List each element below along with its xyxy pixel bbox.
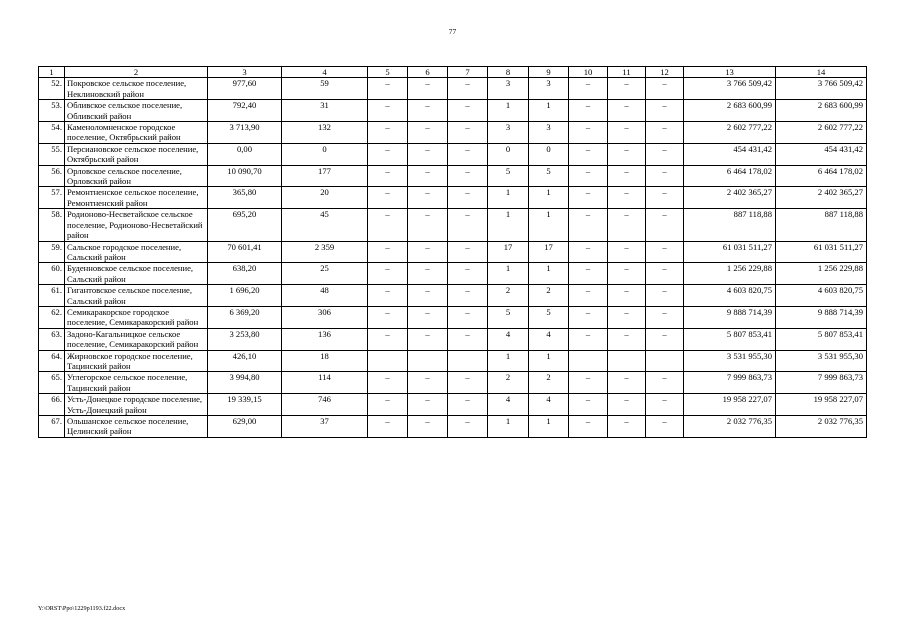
col4-cell: 45 — [282, 209, 368, 241]
col9-cell: 3 — [529, 122, 569, 144]
col14-cell: 7 999 863,73 — [776, 372, 867, 394]
col7-cell: – — [448, 241, 488, 263]
col5-cell: – — [368, 306, 408, 328]
settlement-name-cell: Ольшанское сельское поселение, Целинский район — [65, 416, 208, 438]
col14-cell: 4 603 820,75 — [776, 285, 867, 307]
row-number-cell: 64. — [39, 350, 65, 372]
col13-cell: 887 118,88 — [684, 209, 776, 241]
header-cell: 11 — [608, 67, 646, 78]
col4-cell: 136 — [282, 328, 368, 350]
col5-cell: – — [368, 416, 408, 438]
col4-cell: 746 — [282, 394, 368, 416]
col8-cell: 5 — [488, 306, 529, 328]
col4-cell: 114 — [282, 372, 368, 394]
col13-cell: 1 256 229,88 — [684, 263, 776, 285]
col3-cell: 70 601,41 — [208, 241, 282, 263]
col12-cell: – — [646, 328, 684, 350]
col14-cell: 6 464 178,02 — [776, 165, 867, 187]
col12-cell: – — [646, 306, 684, 328]
header-cell: 10 — [569, 67, 608, 78]
col9-cell: 1 — [529, 350, 569, 372]
col9-cell: 5 — [529, 306, 569, 328]
col11-cell: – — [608, 306, 646, 328]
col5-cell: – — [368, 372, 408, 394]
col8-cell: 1 — [488, 187, 529, 209]
col3-cell: 3 713,90 — [208, 122, 282, 144]
col7-cell: – — [448, 416, 488, 438]
row-number-cell: 59. — [39, 241, 65, 263]
col8-cell: 5 — [488, 165, 529, 187]
col11-cell: – — [608, 165, 646, 187]
col6-cell: – — [408, 122, 448, 144]
row-number-cell: 54. — [39, 122, 65, 144]
settlement-name-cell: Каменоломненское городское поселение, Октябрьский район — [65, 122, 208, 144]
col7-cell: – — [448, 328, 488, 350]
col3-cell: 19 339,15 — [208, 394, 282, 416]
col11-cell: – — [608, 209, 646, 241]
col14-cell: 19 958 227,07 — [776, 394, 867, 416]
col11-cell: – — [608, 100, 646, 122]
col5-cell: – — [368, 143, 408, 165]
table-row — [39, 165, 867, 187]
col14-cell: 2 683 600,99 — [776, 100, 867, 122]
col14-cell: 2 402 365,27 — [776, 187, 867, 209]
col10-cell — [569, 350, 608, 372]
footer-file-path: Y:\ORST\Ppo\1229p1193.f22.docx — [38, 605, 126, 612]
col11-cell: – — [608, 416, 646, 438]
col5-cell: – — [368, 263, 408, 285]
row-number-cell: 57. — [39, 187, 65, 209]
col9-cell: 17 — [529, 241, 569, 263]
col7-cell: – — [448, 143, 488, 165]
col6-cell: – — [408, 78, 448, 100]
col6-cell: – — [408, 100, 448, 122]
col12-cell — [646, 350, 684, 372]
col5-cell: – — [368, 241, 408, 263]
settlement-name-cell: Покровское сельское поселение, Неклиновский район — [65, 78, 208, 100]
col3-cell: 629,00 — [208, 416, 282, 438]
data-table — [38, 66, 867, 438]
col13-cell: 2 683 600,99 — [684, 100, 776, 122]
col8-cell: 1 — [488, 263, 529, 285]
col3-cell: 365,80 — [208, 187, 282, 209]
table-row — [39, 372, 867, 394]
col13-cell: 4 603 820,75 — [684, 285, 776, 307]
table-row — [39, 143, 867, 165]
row-number-cell: 58. — [39, 209, 65, 241]
col11-cell: – — [608, 394, 646, 416]
col11-cell: – — [608, 241, 646, 263]
col3-cell: 3 253,80 — [208, 328, 282, 350]
settlement-name-cell: Орловское сельское поселение, Орловский район — [65, 165, 208, 187]
col4-cell: 132 — [282, 122, 368, 144]
col5-cell: – — [368, 100, 408, 122]
col8-cell: 3 — [488, 78, 529, 100]
settlement-name-cell: Задоно-Кагальницкое сельское поселение, Семикаракорский район — [65, 328, 208, 350]
col5-cell: – — [368, 78, 408, 100]
col6-cell: – — [408, 372, 448, 394]
col7-cell — [448, 350, 488, 372]
col6-cell: – — [408, 143, 448, 165]
col14-cell: 5 807 853,41 — [776, 328, 867, 350]
col10-cell: – — [569, 263, 608, 285]
col13-cell: 5 807 853,41 — [684, 328, 776, 350]
col14-cell: 454 431,42 — [776, 143, 867, 165]
row-number-cell: 55. — [39, 143, 65, 165]
col7-cell: – — [448, 122, 488, 144]
col8-cell: 2 — [488, 285, 529, 307]
col14-cell: 2 602 777,22 — [776, 122, 867, 144]
col5-cell: – — [368, 209, 408, 241]
row-number-cell: 60. — [39, 263, 65, 285]
col12-cell: – — [646, 187, 684, 209]
col10-cell: – — [569, 306, 608, 328]
col5-cell: – — [368, 187, 408, 209]
col5-cell: – — [368, 394, 408, 416]
col3-cell: 3 994,80 — [208, 372, 282, 394]
col6-cell: – — [408, 328, 448, 350]
table-row — [39, 241, 867, 263]
col10-cell: – — [569, 416, 608, 438]
table-row — [39, 78, 867, 100]
col12-cell: – — [646, 394, 684, 416]
col11-cell — [608, 350, 646, 372]
row-number-cell: 63. — [39, 328, 65, 350]
settlement-name-cell: Обливское сельское поселение, Обливский район — [65, 100, 208, 122]
settlement-name-cell: Гигантовское сельское поселение, Сальский район — [65, 285, 208, 307]
col12-cell: – — [646, 122, 684, 144]
header-cell: 4 — [282, 67, 368, 78]
col6-cell: – — [408, 263, 448, 285]
col13-cell: 3 531 955,30 — [684, 350, 776, 372]
table-row — [39, 350, 867, 372]
header-cell: 2 — [65, 67, 208, 78]
col14-cell: 3 531 955,30 — [776, 350, 867, 372]
col3-cell: 638,20 — [208, 263, 282, 285]
table-row — [39, 122, 867, 144]
col4-cell: 18 — [282, 350, 368, 372]
col11-cell: – — [608, 285, 646, 307]
col7-cell: – — [448, 100, 488, 122]
row-number-cell: 66. — [39, 394, 65, 416]
col9-cell: 2 — [529, 372, 569, 394]
col9-cell: 1 — [529, 187, 569, 209]
col7-cell: – — [448, 187, 488, 209]
col14-cell: 887 118,88 — [776, 209, 867, 241]
col12-cell: – — [646, 416, 684, 438]
col10-cell: – — [569, 122, 608, 144]
col10-cell: – — [569, 285, 608, 307]
settlement-name-cell: Усть-Донецкое городское поселение, Усть-Донецкий район — [65, 394, 208, 416]
col14-cell: 61 031 511,27 — [776, 241, 867, 263]
col8-cell: 0 — [488, 143, 529, 165]
col14-cell: 9 888 714,39 — [776, 306, 867, 328]
table-row — [39, 328, 867, 350]
settlement-name-cell: Жирновское городское поселение, Тацинский район — [65, 350, 208, 372]
col8-cell: 1 — [488, 416, 529, 438]
table-row — [39, 187, 867, 209]
row-number-cell: 67. — [39, 416, 65, 438]
col7-cell: – — [448, 372, 488, 394]
col6-cell — [408, 350, 448, 372]
col10-cell: – — [569, 100, 608, 122]
table-row — [39, 306, 867, 328]
col13-cell: 9 888 714,39 — [684, 306, 776, 328]
table-header-row — [39, 67, 867, 78]
col6-cell: – — [408, 394, 448, 416]
table-row — [39, 416, 867, 438]
col8-cell: 3 — [488, 122, 529, 144]
settlement-name-cell: Семикаракорское городское поселение, Семикаракорский район — [65, 306, 208, 328]
row-number-cell: 52. — [39, 78, 65, 100]
col3-cell: 792,40 — [208, 100, 282, 122]
col5-cell: – — [368, 122, 408, 144]
col6-cell: – — [408, 285, 448, 307]
col11-cell: – — [608, 328, 646, 350]
col13-cell: 61 031 511,27 — [684, 241, 776, 263]
col8-cell: 1 — [488, 350, 529, 372]
col4-cell: 177 — [282, 165, 368, 187]
col4-cell: 306 — [282, 306, 368, 328]
col13-cell: 2 402 365,27 — [684, 187, 776, 209]
header-cell: 14 — [776, 67, 867, 78]
col9-cell: 1 — [529, 209, 569, 241]
col5-cell: – — [368, 328, 408, 350]
col12-cell: – — [646, 78, 684, 100]
col4-cell: 48 — [282, 285, 368, 307]
col3-cell: 10 090,70 — [208, 165, 282, 187]
header-cell: 13 — [684, 67, 776, 78]
col9-cell: 4 — [529, 328, 569, 350]
col12-cell: – — [646, 263, 684, 285]
settlement-name-cell: Родионово-Несветайское сельское поселение, Родионово-Несветайский район — [65, 209, 208, 241]
col12-cell: – — [646, 372, 684, 394]
header-cell: 5 — [368, 67, 408, 78]
col4-cell: 25 — [282, 263, 368, 285]
header-cell: 3 — [208, 67, 282, 78]
col11-cell: – — [608, 187, 646, 209]
col7-cell: – — [448, 263, 488, 285]
col8-cell: 1 — [488, 209, 529, 241]
col12-cell: – — [646, 165, 684, 187]
header-cell: 1 — [39, 67, 65, 78]
col9-cell: 2 — [529, 285, 569, 307]
settlement-name-cell: Ремонтненское сельское поселение, Ремонтненский район — [65, 187, 208, 209]
col3-cell: 426,10 — [208, 350, 282, 372]
table-row — [39, 394, 867, 416]
col11-cell: – — [608, 263, 646, 285]
col10-cell: – — [569, 143, 608, 165]
col7-cell: – — [448, 165, 488, 187]
col4-cell: 0 — [282, 143, 368, 165]
table-row — [39, 209, 867, 241]
col6-cell: – — [408, 209, 448, 241]
col13-cell: 454 431,42 — [684, 143, 776, 165]
settlement-name-cell: Буденновское сельское поселение, Сальский район — [65, 263, 208, 285]
col7-cell: – — [448, 306, 488, 328]
col3-cell: 695,20 — [208, 209, 282, 241]
col8-cell: 17 — [488, 241, 529, 263]
col7-cell: – — [448, 78, 488, 100]
col10-cell: – — [569, 187, 608, 209]
col8-cell: 4 — [488, 328, 529, 350]
col12-cell: – — [646, 241, 684, 263]
col9-cell: 4 — [529, 394, 569, 416]
col4-cell: 59 — [282, 78, 368, 100]
col11-cell: – — [608, 78, 646, 100]
col9-cell: 0 — [529, 143, 569, 165]
table-row — [39, 285, 867, 307]
col6-cell: – — [408, 416, 448, 438]
row-number-cell: 53. — [39, 100, 65, 122]
row-number-cell: 56. — [39, 165, 65, 187]
col14-cell: 1 256 229,88 — [776, 263, 867, 285]
table-row — [39, 263, 867, 285]
table-row — [39, 100, 867, 122]
col10-cell: – — [569, 328, 608, 350]
col10-cell: – — [569, 78, 608, 100]
col3-cell: 1 696,20 — [208, 285, 282, 307]
col13-cell: 3 766 509,42 — [684, 78, 776, 100]
col11-cell: – — [608, 372, 646, 394]
col10-cell: – — [569, 209, 608, 241]
col14-cell: 2 032 776,35 — [776, 416, 867, 438]
col6-cell: – — [408, 241, 448, 263]
col11-cell: – — [608, 122, 646, 144]
col4-cell: 31 — [282, 100, 368, 122]
col13-cell: 2 602 777,22 — [684, 122, 776, 144]
col13-cell: 19 958 227,07 — [684, 394, 776, 416]
col14-cell: 3 766 509,42 — [776, 78, 867, 100]
col5-cell: – — [368, 165, 408, 187]
col12-cell: – — [646, 209, 684, 241]
col8-cell: 1 — [488, 100, 529, 122]
col4-cell: 2 359 — [282, 241, 368, 263]
col12-cell: – — [646, 100, 684, 122]
col10-cell: – — [569, 165, 608, 187]
col12-cell: – — [646, 143, 684, 165]
col9-cell: 5 — [529, 165, 569, 187]
col7-cell: – — [448, 394, 488, 416]
col6-cell: – — [408, 306, 448, 328]
page-number: 77 — [448, 27, 457, 36]
col11-cell: – — [608, 143, 646, 165]
row-number-cell: 61. — [39, 285, 65, 307]
col5-cell — [368, 350, 408, 372]
col3-cell: 977,60 — [208, 78, 282, 100]
col12-cell: – — [646, 285, 684, 307]
col13-cell: 7 999 863,73 — [684, 372, 776, 394]
col8-cell: 4 — [488, 394, 529, 416]
col6-cell: – — [408, 187, 448, 209]
col4-cell: 37 — [282, 416, 368, 438]
col10-cell: – — [569, 372, 608, 394]
settlement-name-cell: Сальское городское поселение, Сальский район — [65, 241, 208, 263]
col4-cell: 20 — [282, 187, 368, 209]
header-cell: 9 — [529, 67, 569, 78]
header-cell: 8 — [488, 67, 529, 78]
col9-cell: 1 — [529, 416, 569, 438]
settlement-name-cell: Персиановское сельское поселение, Октябрьский район — [65, 143, 208, 165]
col8-cell: 2 — [488, 372, 529, 394]
col9-cell: 3 — [529, 78, 569, 100]
header-cell: 7 — [448, 67, 488, 78]
settlement-name-cell: Углегорское сельское поселение, Тацинский район — [65, 372, 208, 394]
col5-cell: – — [368, 285, 408, 307]
col7-cell: – — [448, 285, 488, 307]
col9-cell: 1 — [529, 100, 569, 122]
col13-cell: 2 032 776,35 — [684, 416, 776, 438]
header-cell: 6 — [408, 67, 448, 78]
col7-cell: – — [448, 209, 488, 241]
header-cell: 12 — [646, 67, 684, 78]
col10-cell: – — [569, 394, 608, 416]
col10-cell: – — [569, 241, 608, 263]
row-number-cell: 62. — [39, 306, 65, 328]
row-number-cell: 65. — [39, 372, 65, 394]
col9-cell: 1 — [529, 263, 569, 285]
col3-cell: 6 369,20 — [208, 306, 282, 328]
col6-cell: – — [408, 165, 448, 187]
col13-cell: 6 464 178,02 — [684, 165, 776, 187]
col3-cell: 0,00 — [208, 143, 282, 165]
